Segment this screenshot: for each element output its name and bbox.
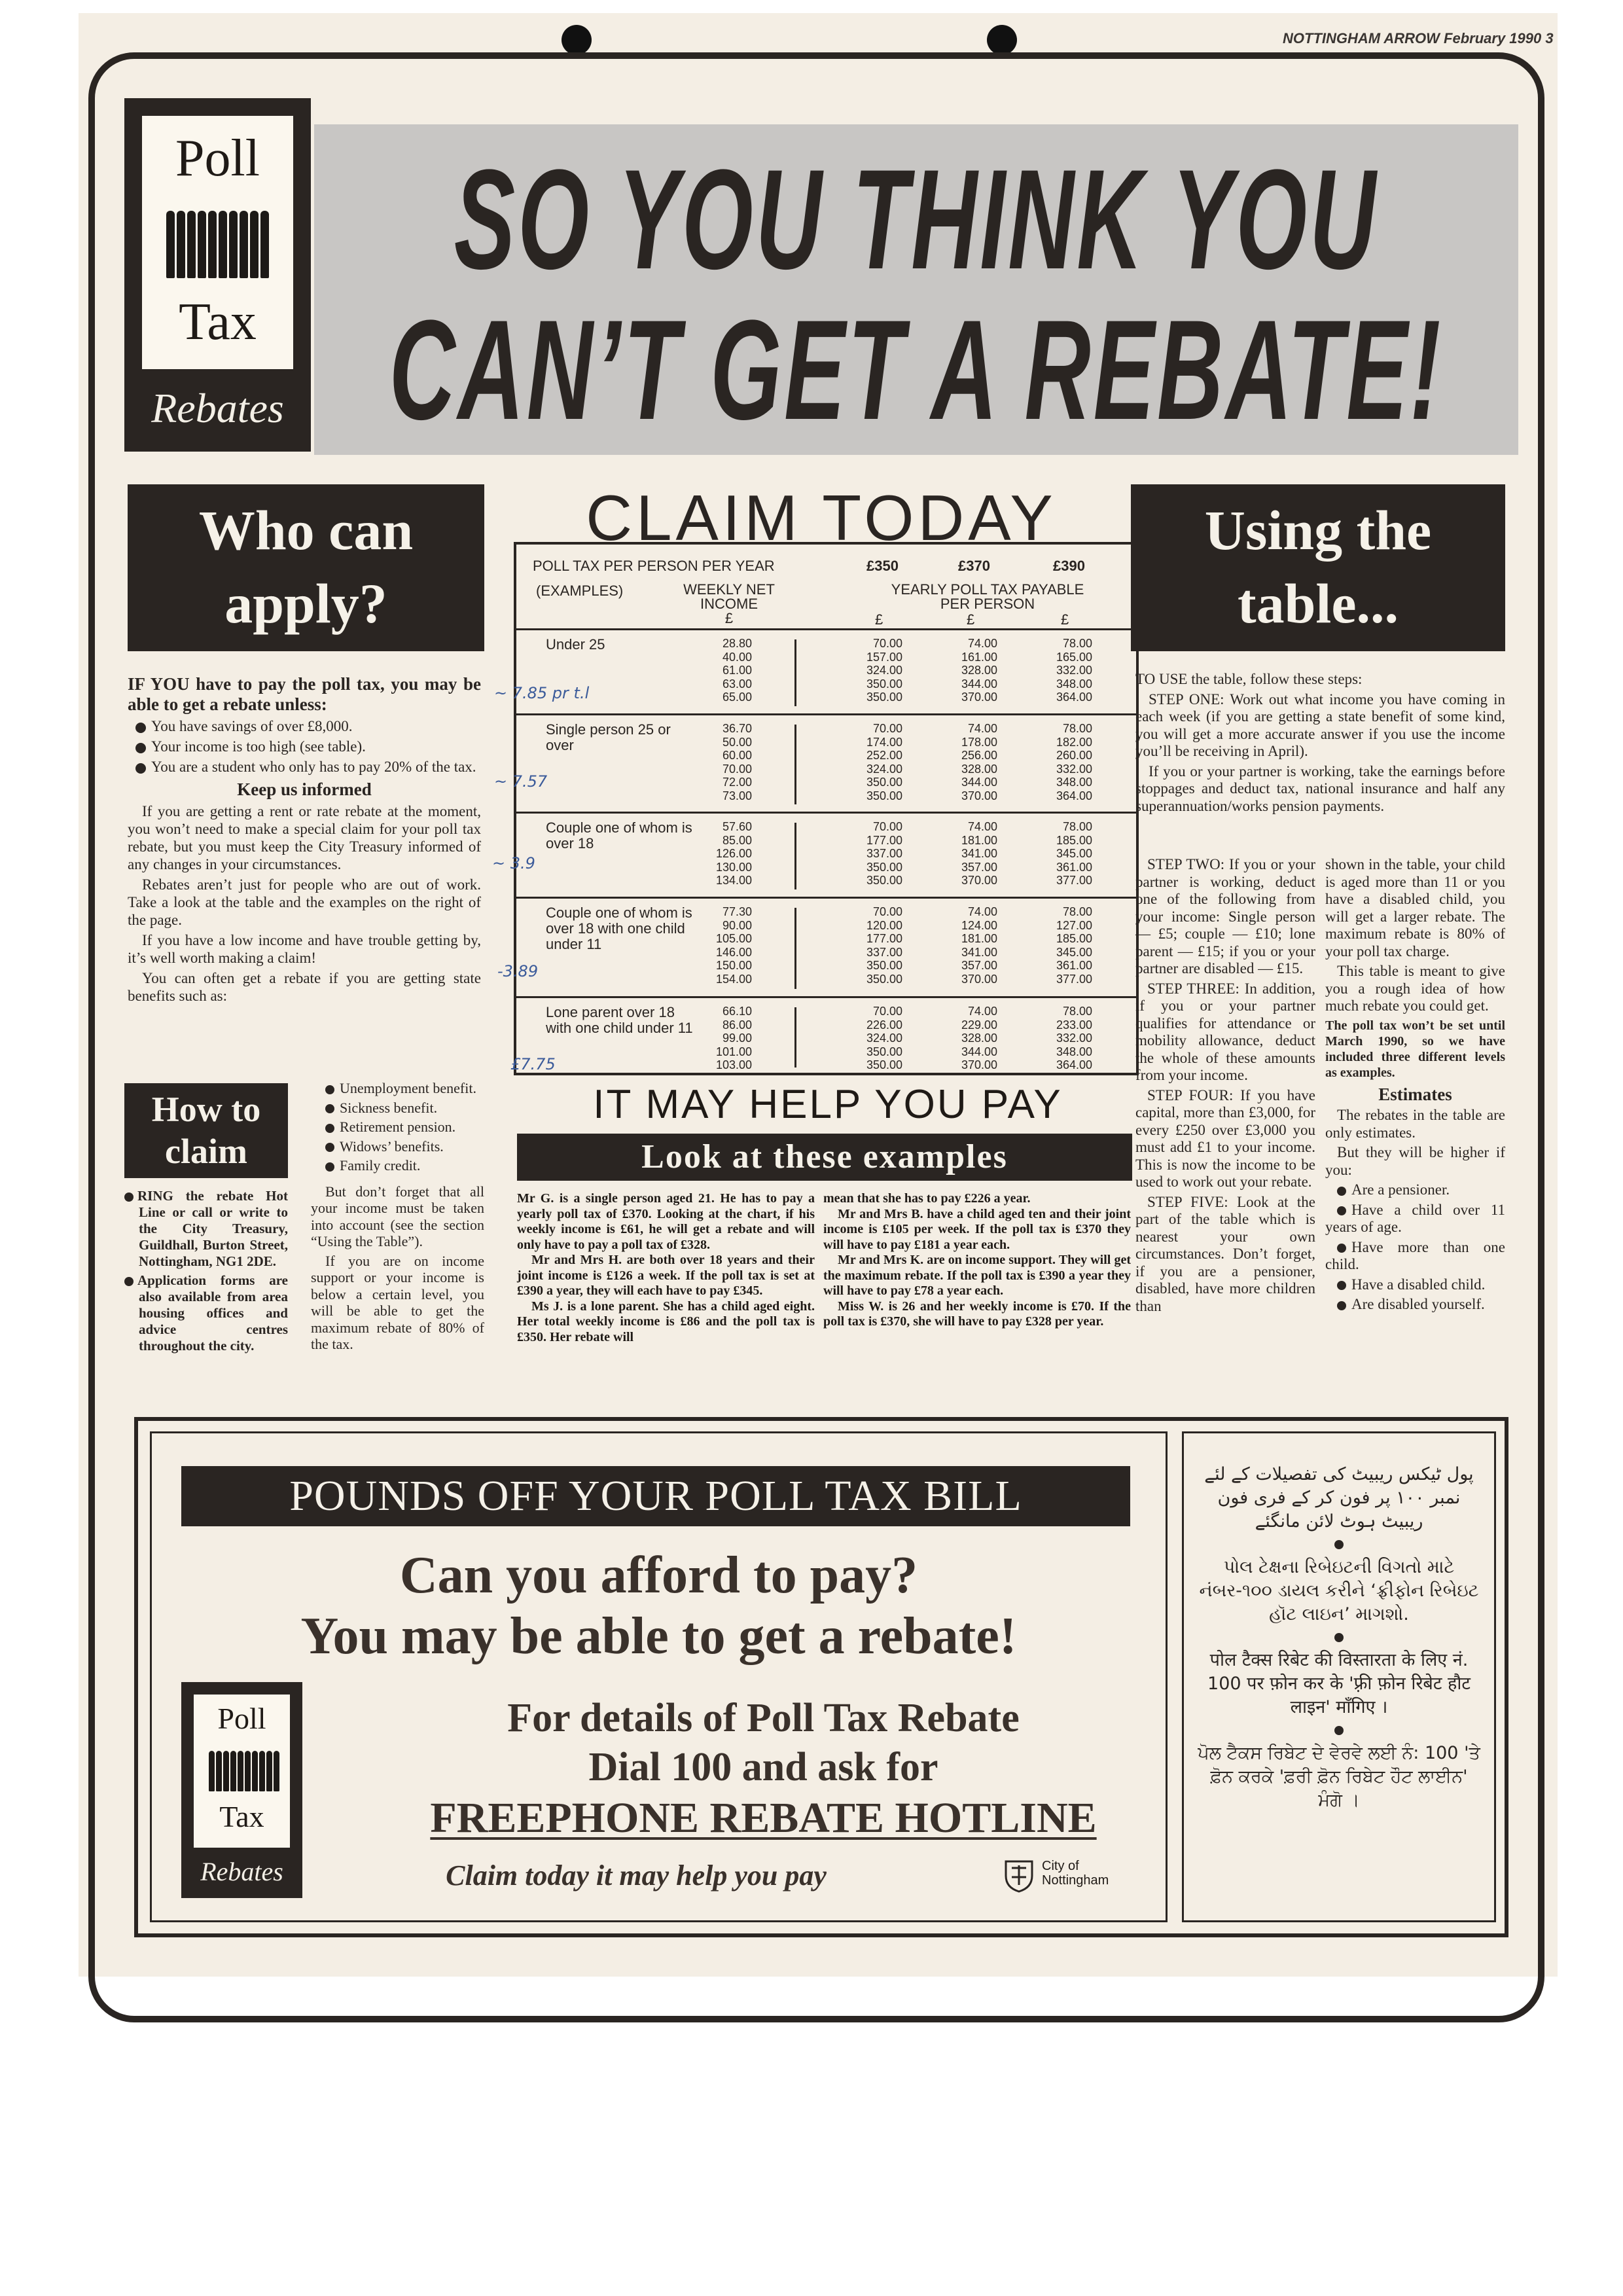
table-cell: 350.00	[866, 874, 902, 887]
table-cell: 146.00	[715, 945, 752, 959]
table-cell: 370.00	[961, 789, 997, 802]
table-cell: 364.00	[1056, 691, 1092, 704]
table-cell: 127.00	[1056, 918, 1092, 932]
benefits-list: Unemployment benefit. Sickness benefit. Retirement pension. Widows’ benefits. Family credit. But don’t forget that all your income must be taken into account (see the section “Using the Table”). If you are on income support or your income is below a certain level, you will be able to get the maximum rebate of 80% of the tax.	[311, 1080, 484, 1352]
freephone-advert	[134, 1417, 1508, 1937]
table-cell: 63.00	[722, 677, 752, 691]
table-cell: 350.00	[866, 1045, 902, 1058]
table-column-c350	[844, 1005, 902, 1072]
table-cell: 328.00	[961, 762, 997, 776]
table-cell: 185.00	[1056, 932, 1092, 945]
table-cell: 66.10	[722, 1005, 752, 1018]
table-cell: 357.00	[961, 860, 997, 874]
table-cell: 154.00	[715, 972, 752, 986]
how-to-claim-text: RING the rebate Hot Line or call or write to the City Treasury, Guildhall, Burton Street, Nottingham, NG1 2DE. Application forms are also available from area housing offices and advice centres throughout the city.	[124, 1188, 288, 1357]
city-of-nottingham: City of Nottingham	[1042, 1859, 1109, 1888]
table-cell: 324.00	[866, 762, 902, 776]
table-group	[516, 713, 1136, 814]
table-cell: 345.00	[1056, 847, 1092, 860]
table-cell: 324.00	[866, 664, 902, 677]
gujarati-text: પોલ ટેક્ષના રિબેઇટની વિગતો માટે નંબર-૧૦૦ ડાયલ કરીને ‘ફ્રીફોન રિબેઇટ હૉટ લાઇન’ માગશો.	[1199, 1557, 1479, 1624]
table-column-c390	[1033, 722, 1092, 802]
table-cell: 332.00	[1056, 1031, 1092, 1045]
table-cell: 74.00	[967, 820, 997, 833]
table-group	[516, 996, 1136, 1077]
table-cell: 344.00	[961, 1045, 997, 1058]
table-cell: 328.00	[961, 664, 997, 677]
table-group-label: Couple one of whom is over 18	[546, 819, 692, 852]
table-group-label: Lone parent over 18 with one child under 11	[546, 1004, 693, 1036]
table-cell: 165.00	[1056, 650, 1092, 664]
table-cell: 350.00	[866, 691, 902, 704]
table-cell: 178.00	[961, 735, 997, 749]
table-cell: 350.00	[866, 1058, 902, 1071]
table-cell: 377.00	[1056, 874, 1092, 887]
table-cell: 328.00	[961, 1031, 997, 1045]
table-cell: 332.00	[1056, 664, 1092, 677]
table-column-c390	[1033, 820, 1092, 888]
table-column-c370	[938, 637, 997, 704]
table-cell: 348.00	[1056, 677, 1092, 691]
table-cell: 361.00	[1056, 959, 1092, 972]
using-steps-right: shown in the table, your child is aged more than 11 or you have a disabled child, you will get a larger rebate. The maximum rebate is 80% of your poll tax charge. This table is meant to give you a rough idea of how much rebate you could get. The poll tax won’t be set until March 1990, so we have included three different levels as examples. Estimates The rebates in the table are only estimates. But they will be higher if you: Are a pensioner. Have a child over 11 years of age. Have more than one child. Have a disabled child. Are disabled yourself.	[1325, 856, 1505, 1312]
table-cell: 324.00	[866, 1031, 902, 1045]
table-cell: 72.00	[722, 776, 752, 789]
table-cell: 161.00	[961, 650, 997, 664]
table-cell: 134.00	[715, 874, 752, 887]
table-column-c390	[1033, 637, 1092, 704]
punch-hole-right	[987, 25, 1017, 55]
table-cell: 70.00	[872, 905, 902, 918]
table-cell: 130.00	[715, 860, 752, 874]
table-cell: 174.00	[866, 735, 902, 749]
table-cell: 70.00	[872, 722, 902, 735]
advert-languages	[1182, 1431, 1496, 1922]
table-cell: 350.00	[866, 860, 902, 874]
how-to-claim-heading: How to claim	[124, 1083, 288, 1178]
table-cell: 157.00	[866, 650, 902, 664]
table-cell: 350.00	[866, 776, 902, 789]
table-cell: 350.00	[866, 972, 902, 986]
table-column-c370	[938, 722, 997, 802]
punch-hole-left	[562, 25, 592, 55]
handwritten-note: ~ 7.85 pr t.l	[494, 684, 590, 702]
separator-dot	[1334, 1726, 1344, 1735]
table-cell: 350.00	[866, 677, 902, 691]
table-cell: 350.00	[866, 959, 902, 972]
table-group-label: Under 25	[546, 636, 605, 653]
table-column-income	[693, 722, 752, 802]
people-silhouettes	[150, 200, 285, 278]
who-can-apply-heading: Who can apply?	[128, 484, 484, 651]
table-cell: 70.00	[872, 820, 902, 833]
using-steps-left: STEP TWO: If you or your partner is working, deduct one of the following from your income: Single person — £5; couple — £10; lone parent — £15; if you or your partner are disabled — £15. STEP THREE: In addition, if you or your partner qualifies for attendance or mobility allowance, deduct the whole of these amounts from your income. STEP FOUR: If you have capital, more than £3,000, for every £250 over £3,000 you must add £1 to your income. This is now the income to be used to work out your rebate. STEP FIVE: Look at the part of the table which is nearest your own circumstances. Don’t forget, if you are a pensioner, disabled, have more children than	[1135, 856, 1315, 1314]
headline-line1: SO YOU THINK YOU	[454, 139, 1379, 299]
table-cell: 99.00	[722, 1031, 752, 1045]
table-column-income	[693, 820, 752, 888]
table-cell: 344.00	[961, 776, 997, 789]
table-cell: 357.00	[961, 959, 997, 972]
table-cell: 370.00	[961, 874, 997, 887]
table-column-c370	[938, 905, 997, 986]
examples-left: Mr G. is a single person aged 21. He has to pay a yearly poll tax of £370. Looking at the chart, if his weekly income is £61, he will get a rebate and will only have to pay a poll tax of £328. Mr and Mrs H. are both over 18 years and their joint income is £126 a week. If the poll tax is set at £390 a year, they will each have to pay £345. Ms J. is a lone parent. She has a child aged eight. Her total weekly income is £86 and the poll tax is £350. Her rebate will	[517, 1191, 815, 1344]
table-cell: 28.80	[722, 637, 752, 650]
table-column-c370	[938, 820, 997, 888]
table-cell: 77.30	[722, 905, 752, 918]
table-cell: 229.00	[961, 1018, 997, 1031]
table-cell: 344.00	[961, 677, 997, 691]
table-column-c350	[844, 905, 902, 986]
table-cell: 364.00	[1056, 789, 1092, 802]
poll-tax-logo: Poll Tax Rebates	[124, 98, 311, 452]
table-cell: 345.00	[1056, 945, 1092, 959]
table-column-income	[693, 1005, 752, 1072]
table-cell: 103.00	[715, 1058, 752, 1071]
table-cell: 74.00	[967, 722, 997, 735]
using-the-table-heading: Using the table...	[1131, 484, 1505, 651]
rebate-table: POLL TAX PER PERSON PER YEAR £350 £370 £390 (EXAMPLES) WEEKLY NET INCOME £ YEARLY POLL TAX PAYABLE PER PERSON £ £ £ Under 25 28.80 40.00 61.00 63.00 65.00 70.00 157.00 324.00 350.00 350.00 74.00 161.00 328.00 344.00 370.00 78.00 165.00 332.00 348.00 364.00 Single person 25 or over 36.70 50.00 60.00 70.00 72.00 73.00 70.00 174.00 252.00 324.00 350.00 350.00 74.00 178.00 256.00 328.00 344.00 370.00 78.00 182.00 260.00 332.00 348.00 364.00 Couple one of whom is over 18 57.60 85.00 126.00 130.00 134.00 70.00 177.00 337.00 350.00 350.00 74.00 181.00 341.00 357.00 370.00 78.00 185.00 345.00 361.00 377.00 Couple one of whom is over 18 with one child under 11 77.30 90.00 105.00 146.00 150.00 154.00 70.00 120.00 177.00 337.00 350.00 350.00 74.00 124.00 181.00 341.00 357.00 370.00 78.00 127.00 185.00 345.00 361.00 377.00 Lone parent over 18 with one child under 11 66.10 86.00 99.00 101.00 103.00 70.00 226.00 324.00 350.00 350.00 74.00 229.00 328.00 344.00 370.00 78.00 233.00 332.00 348.00 364.00	[514, 542, 1139, 1075]
table-cell: 341.00	[961, 945, 997, 959]
handwritten-note: ~ 7.57	[494, 772, 548, 791]
table-divider	[794, 908, 796, 989]
table-cell: 74.00	[967, 637, 997, 650]
table-cell: 226.00	[866, 1018, 902, 1031]
table-group-label: Couple one of whom is over 18 with one child under 11	[546, 905, 692, 952]
table-cell: 40.00	[722, 650, 752, 664]
table-cell: 90.00	[722, 918, 752, 932]
table-cell: 57.60	[722, 820, 752, 833]
table-cell: 332.00	[1056, 762, 1092, 776]
table-cell: 126.00	[715, 847, 752, 860]
table-cell: 341.00	[961, 847, 997, 860]
table-cell: 233.00	[1056, 1018, 1092, 1031]
table-cell: 74.00	[967, 1005, 997, 1018]
table-cell: 260.00	[1056, 749, 1092, 762]
table-cell: 73.00	[722, 789, 752, 802]
headline-banner	[314, 124, 1518, 455]
table-divider	[794, 1007, 796, 1067]
headline-line2: CAN’T GET A REBATE!	[389, 290, 1444, 450]
table-cell: 70.00	[872, 637, 902, 650]
examples-right: mean that she has to pay £226 a year. Mr and Mrs B. have a child aged ten and their joint income is £105 per week. If the poll tax is £370 they will have to pay £181 a year each. Mr and Mrs K. are on income support. They will get the maximum rebate. If the poll tax is £390 a year they will have to pay £78 a year each. Miss W. is 26 and her weekly income is £70. If the poll tax is £370, she will have to pay £328 per year.	[823, 1191, 1131, 1329]
table-cell: 370.00	[961, 1058, 997, 1071]
masthead: NOTTINGHAM ARROW February 1990 3	[1283, 30, 1554, 46]
table-cell: 337.00	[866, 945, 902, 959]
city-crest-icon	[1003, 1856, 1035, 1893]
table-column-c350	[844, 820, 902, 888]
table-column-c390	[1033, 1005, 1092, 1072]
table-cell: 36.70	[722, 722, 752, 735]
freephone-hotline-text: FREEPHONE REBATE HOTLINE	[430, 1794, 1097, 1842]
claim-today-title: CLAIM TODAY	[586, 482, 1057, 554]
table-cell: 70.00	[872, 1005, 902, 1018]
advert-logo: Poll Tax Rebates	[181, 1682, 302, 1898]
table-cell: 70.00	[722, 762, 752, 776]
table-cell: 361.00	[1056, 860, 1092, 874]
advert-main: POUNDS OFF YOUR POLL TAX BILL Can you afford to pay? You may be able to get a rebate! Poll Tax Rebates For details of Poll Tax Rebate Dial 100 and ask for FREEPHONE REBATE HOTLINE Claim today it may help you pay City of Nottingham	[150, 1431, 1168, 1922]
table-cell: 74.00	[967, 905, 997, 918]
who-can-apply-text: IF YOU have to pay the poll tax, you may be able to get a rebate unless: You have savings of over £8,000. Your income is too high (see table). You are a student who only has to pay 20% of the tax. Keep us informed If you are getting a rent or rate rebate at the moment, you won’t need to make a special claim for your poll tax rebate, but you must keep the City Treasury informed of any changes in your circumstances. Rebates aren’t just for people who are out of work. Take a look at the table and the examples on the right of the page. If you have a low income and have trouble getting by, it’s well worth making a claim! You can often get a rebate if you are getting state benefits such as:	[128, 674, 481, 1004]
table-group-label: Single person 25 or over	[546, 721, 671, 753]
table-group	[516, 628, 1136, 715]
table-cell: 86.00	[722, 1018, 752, 1031]
punjabi-text: ਪੋਲ ਟੈਕਸ ਰਿਬੇਟ ਦੇ ਵੇਰਵੇ ਲਈ ਨੰ: 100 'ਤੇ ਫ਼ੋਨ ਕਰਕੇ 'ਫ਼ਰੀ ਫ਼ੋਨ ਰਿਬੇਟ ਹੌਟ ਲਾਈਨ' ਮੰਗੋ ।	[1198, 1743, 1480, 1810]
table-column-c350	[844, 722, 902, 802]
table-cell: 150.00	[715, 959, 752, 972]
table-cell: 85.00	[722, 833, 752, 847]
advert-banner: POUNDS OFF YOUR POLL TAX BILL	[181, 1466, 1130, 1526]
table-cell: 177.00	[866, 932, 902, 945]
table-cell: 105.00	[715, 932, 752, 945]
using-intro: TO USE the table, follow these steps: STEP ONE: Work out what income you have coming in each week (if you are getting a state benefit of some kind, you will get a more accurate answer if you use the income you’ll be receiving in April). If you or your partner is working, take the earnings before stoppages and deduct tax, national insurance and half any superannuation/works pension payments.	[1135, 671, 1505, 814]
table-cell: 78.00	[1062, 905, 1092, 918]
table-cell: 78.00	[1062, 637, 1092, 650]
table-divider	[794, 823, 796, 889]
separator-dot	[1334, 1540, 1344, 1549]
handwritten-note: £7.75	[510, 1055, 556, 1073]
table-cell: 50.00	[722, 735, 752, 749]
table-column-income	[693, 905, 752, 986]
table-cell: 252.00	[866, 749, 902, 762]
separator-dot	[1334, 1633, 1344, 1642]
it-may-help-title: IT MAY HELP YOU PAY	[593, 1082, 1063, 1127]
handwritten-note: -3.89	[497, 962, 539, 980]
table-cell: 78.00	[1062, 722, 1092, 735]
table-cell: 348.00	[1056, 1045, 1092, 1058]
table-cell: 60.00	[722, 749, 752, 762]
urdu-text: پول ٹیکس ریبیٹ کی تفصیلات کے لئے نمبر ۱۰۰ پر فون کر کے فری فون ریبیٹ ہوٹ لائن مانگئے	[1204, 1464, 1474, 1532]
table-column-c390	[1033, 905, 1092, 986]
hindi-text: पोल टैक्स रिबेट की विस्तारता के लिए नं. 100 पर फ़ोन कर के 'फ़्री फ़ोन रिबेट हौट लाइन' माँगिए ।	[1207, 1650, 1471, 1717]
table-cell: 370.00	[961, 691, 997, 704]
table-cell: 120.00	[866, 918, 902, 932]
table-cell: 364.00	[1056, 1058, 1092, 1071]
table-cell: 65.00	[722, 691, 752, 704]
table-cell: 181.00	[961, 833, 997, 847]
table-cell: 177.00	[866, 833, 902, 847]
table-cell: 348.00	[1056, 776, 1092, 789]
table-divider	[794, 639, 796, 706]
table-cell: 377.00	[1056, 972, 1092, 986]
table-cell: 124.00	[961, 918, 997, 932]
table-column-income	[693, 637, 752, 704]
table-cell: 182.00	[1056, 735, 1092, 749]
table-cell: 181.00	[961, 932, 997, 945]
handwritten-note: ~ 3.9	[492, 854, 535, 872]
table-cell: 256.00	[961, 749, 997, 762]
table-column-c370	[938, 1005, 997, 1072]
table-group	[516, 897, 1136, 998]
table-cell: 101.00	[715, 1045, 752, 1058]
table-cell: 185.00	[1056, 833, 1092, 847]
table-cell: 337.00	[866, 847, 902, 860]
table-cell: 350.00	[866, 789, 902, 802]
look-examples-heading: Look at these examples	[517, 1134, 1132, 1181]
table-cell: 61.00	[722, 664, 752, 677]
table-group	[516, 812, 1136, 899]
table-column-c350	[844, 637, 902, 704]
table-cell: 78.00	[1062, 820, 1092, 833]
table-cell: 78.00	[1062, 1005, 1092, 1018]
table-cell: 370.00	[961, 972, 997, 986]
table-divider	[794, 725, 796, 804]
